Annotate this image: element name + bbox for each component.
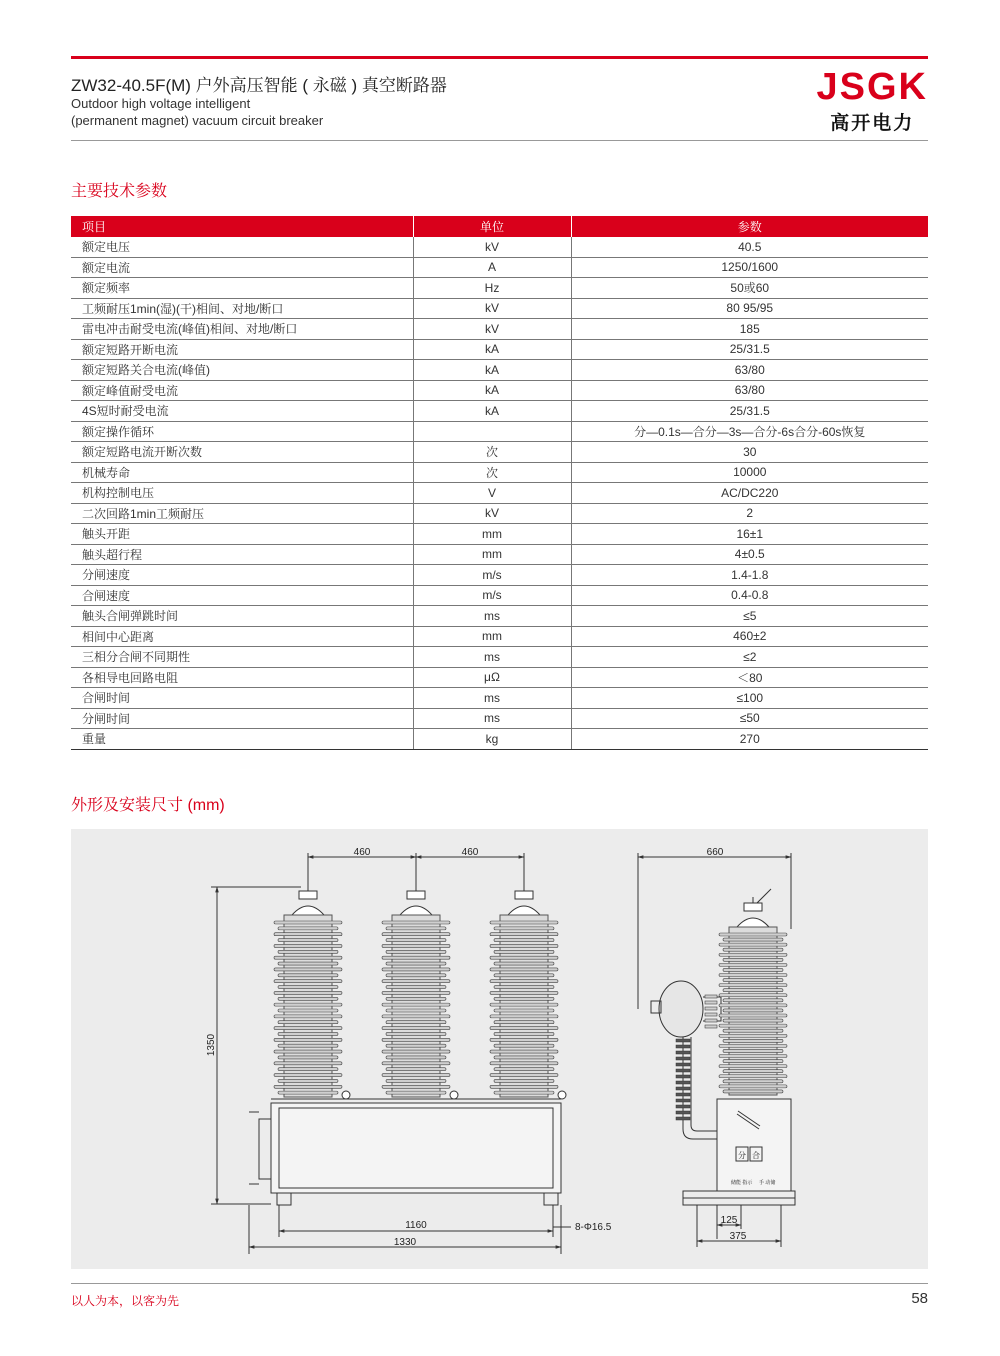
spec-row: [71, 606, 928, 627]
spec-value: 分—0.1s—合分—3s—合分-6s合分-60s恢复: [571, 421, 928, 442]
footer-slogan: 以人为本，以客为先: [71, 1294, 180, 1308]
spec-unit: 次: [413, 442, 571, 463]
spec-item: 合闸速度: [71, 585, 413, 606]
spec-unit: [413, 421, 571, 442]
spec-row: [71, 626, 928, 647]
brand-name-cn: 高开电力: [830, 113, 915, 134]
spec-item: 额定短路开断电流: [71, 339, 413, 360]
spec-item: 重量: [71, 729, 413, 750]
spec-row: [71, 278, 928, 299]
spec-item: 相间中心距离: [71, 626, 413, 647]
spec-row: [71, 257, 928, 278]
label-close: 合: [752, 1151, 760, 1160]
spec-row: [71, 380, 928, 401]
brand-name: JSGK: [816, 66, 928, 108]
spec-unit: kA: [413, 339, 571, 360]
spec-item: 额定短路关合电流(峰值): [71, 360, 413, 381]
col-header-unit: 单位: [413, 216, 571, 237]
spec-row: [71, 339, 928, 360]
spec-row: [71, 298, 928, 319]
spec-value: ≤100: [571, 688, 928, 709]
spec-row: [71, 585, 928, 606]
spec-value: 25/31.5: [571, 339, 928, 360]
drawing-section-title: 外形及安装尺寸 (mm): [71, 797, 225, 814]
spec-row: [71, 360, 928, 381]
spec-row: [71, 503, 928, 524]
spec-unit: m/s: [413, 565, 571, 586]
label-open: 分: [738, 1151, 746, 1160]
spec-unit: V: [413, 483, 571, 504]
spec-table-body: [71, 237, 928, 749]
spec-item: 触头超行程: [71, 544, 413, 565]
front-insulators: [274, 885, 566, 1099]
header-rule: [71, 56, 928, 59]
spec-table: [71, 216, 928, 750]
footer-divider: [71, 1283, 928, 1284]
spec-row: [71, 565, 928, 586]
spec-unit: ms: [413, 688, 571, 709]
spec-item: 合闸时间: [71, 688, 413, 709]
spec-value: 1.4-1.8: [571, 565, 928, 586]
spec-value: 63/80: [571, 360, 928, 381]
spec-row: [71, 688, 928, 709]
spec-unit: ms: [413, 647, 571, 668]
dim-phase-spacing-2: 460: [461, 847, 479, 858]
spec-value: 2: [571, 503, 928, 524]
spec-item: 额定峰值耐受电流: [71, 380, 413, 401]
spec-row: [71, 421, 928, 442]
spec-value: 185: [571, 319, 928, 340]
spec-value: 80 95/95: [571, 298, 928, 319]
spec-value: 0.4-0.8: [571, 585, 928, 606]
spec-item: 额定操作循环: [71, 421, 413, 442]
spec-row: [71, 524, 928, 545]
spec-value: 50或60: [571, 278, 928, 299]
col-header-value: 参数: [571, 216, 928, 237]
spec-unit: kA: [413, 360, 571, 381]
spec-unit: kA: [413, 380, 571, 401]
spec-item: 额定电流: [71, 257, 413, 278]
spec-unit: μΩ: [413, 667, 571, 688]
product-subtitle-line2: (permanent magnet) vacuum circuit breaker: [71, 113, 324, 128]
spec-item: 工频耐压1min(湿)(干)相间、对地/断口: [71, 298, 413, 319]
spec-unit: mm: [413, 626, 571, 647]
spec-unit: kg: [413, 729, 571, 750]
spec-row: [71, 462, 928, 483]
spec-row: [71, 319, 928, 340]
spec-item: 触头开距: [71, 524, 413, 545]
spec-row: [71, 442, 928, 463]
dim-phase-spacing-1: 460: [353, 847, 371, 858]
spec-item: 触头合闸弹跳时间: [71, 606, 413, 627]
spec-item: 机构控制电压: [71, 483, 413, 504]
spec-value: ＜80: [571, 667, 928, 688]
spec-row: [71, 667, 928, 688]
spec-item: 额定短路电流开断次数: [71, 442, 413, 463]
spec-unit: A: [413, 257, 571, 278]
outline-drawing: [71, 829, 928, 1269]
label-counter-left: 储能 指示: [731, 1180, 753, 1186]
page-number: 58: [911, 1290, 928, 1307]
spec-value: 40.5: [571, 237, 928, 257]
spec-value: 270: [571, 729, 928, 750]
outline-drawing-svg: [71, 829, 928, 1269]
dim-base-inner: 1160: [405, 1220, 427, 1231]
dim-height: 1350: [206, 1033, 217, 1057]
spec-row: [71, 483, 928, 504]
spec-unit: kV: [413, 503, 571, 524]
spec-item: 各相导电回路电阻: [71, 667, 413, 688]
spec-value: 4±0.5: [571, 544, 928, 565]
spec-table-header: [71, 216, 928, 237]
spec-item: 雷电冲击耐受电流(峰值)相间、对地/断口: [71, 319, 413, 340]
spec-item: 4S短时耐受电流: [71, 401, 413, 422]
spec-item: 机械寿命: [71, 462, 413, 483]
spec-value: 16±1: [571, 524, 928, 545]
spec-value: ≤2: [571, 647, 928, 668]
spec-unit: mm: [413, 544, 571, 565]
spec-unit: Hz: [413, 278, 571, 299]
spec-unit: kA: [413, 401, 571, 422]
spec-row: [71, 237, 928, 257]
spec-value: AC/DC220: [571, 483, 928, 504]
spec-row: [71, 544, 928, 565]
dim-side-depth: 660: [706, 847, 724, 858]
spec-item: 二次回路1min工频耐压: [71, 503, 413, 524]
spec-value: 30: [571, 442, 928, 463]
spec-row: [71, 401, 928, 422]
spec-row: [71, 729, 928, 750]
spec-item: 额定频率: [71, 278, 413, 299]
dim-holes: 8-Φ16.5: [575, 1222, 612, 1233]
spec-item: 分闸速度: [71, 565, 413, 586]
spec-value: 10000: [571, 462, 928, 483]
spec-value: ≤5: [571, 606, 928, 627]
product-subtitle-line1: Outdoor high voltage intelligent: [71, 96, 251, 111]
dim-base-outer: 1330: [393, 1237, 417, 1248]
spec-row: [71, 708, 928, 729]
label-counter-right: 手 动储: [759, 1180, 776, 1186]
spec-item: 额定电压: [71, 237, 413, 257]
spec-unit: kV: [413, 298, 571, 319]
spec-value: 63/80: [571, 380, 928, 401]
spec-item: 分闸时间: [71, 708, 413, 729]
spec-unit: mm: [413, 524, 571, 545]
spec-item: 三相分合闸不同期性: [71, 647, 413, 668]
header-divider: [71, 140, 928, 141]
spec-value: 1250/1600: [571, 257, 928, 278]
product-title: ZW32-40.5F(M) 户外高压智能 ( 永磁 ) 真空断路器: [71, 76, 447, 95]
dim-side-inner: 125: [720, 1215, 738, 1226]
spec-unit: kV: [413, 237, 571, 257]
spec-value: 25/31.5: [571, 401, 928, 422]
spec-value: 460±2: [571, 626, 928, 647]
brand-logo: [817, 68, 928, 135]
spec-unit: ms: [413, 606, 571, 627]
dim-side-outer: 375: [729, 1231, 747, 1242]
spec-row: [71, 647, 928, 668]
col-header-item: 项目: [71, 216, 413, 237]
spec-unit: 次: [413, 462, 571, 483]
spec-unit: kV: [413, 319, 571, 340]
spec-value: ≤50: [571, 708, 928, 729]
spec-unit: ms: [413, 708, 571, 729]
spec-section-title: 主要技术参数: [71, 183, 168, 200]
spec-unit: m/s: [413, 585, 571, 606]
